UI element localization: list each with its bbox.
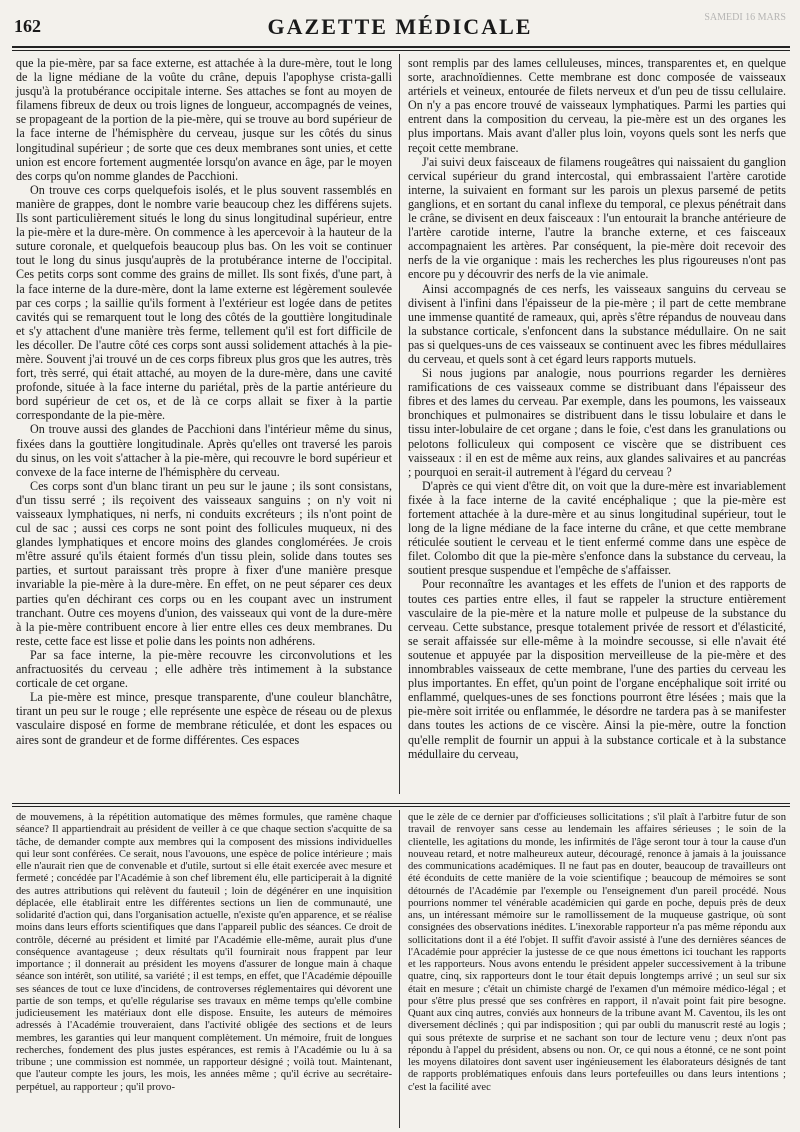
article-column-right xyxy=(408,56,786,761)
paragraph: On trouve aussi des glandes de Pacchioni dans l'intérieur même du sinus, fixées dans la gouttière longitudinale. Après qu'elles ont traversé les parois du sinus, on les voit s'attacher à la pie-mère, qui recouvre le bord supérieur et convexe de la face interne de l'hémisphère du cerveau. xyxy=(16,422,392,479)
paragraph: que le zèle de ce dernier par d'officieuses sollicitations ; s'il plaît à l'arbitre futur de son travail de renvoyer sans cesse au lendemain les affaires sérieuses ; le soin de la clientelle, les agitations du monde, les infirmités de l'âge seront tour à tour la cause d'un nouveau retard, et notre malheureux auteur, découragé, renonce à jamais à la jouissance des communications académiques. Il ne faut pas en douter, beaucoup de travailleurs ont été éconduits de cette manière de la voie scientifique ; beaucoup de mémoires se sont détournés de l'Académie par l'exemple ou l'enseignement d'un pareil procédé. Nous pourrions nommer tel vénérable académicien qui garde en poche, depuis près de deux ans, un intéressant mémoire sur le ramollissement de la muqueuse gastrique, où sont consignées des observations inédites. L'inexorable rapporteur n'a pas même répondu aux sollicitations dont il a été l'objet. Il suffit d'avoir assisté à l'une des dernières séances de l'Académie pour apprécier la justesse de ce que nous émettons ici touchant les rapports et les rapporteurs. Nous avons entendu le président appeler successivement à la tribune quatre, cinq, six rapporteurs dont le tour était depuis longtemps arrivé ; un seul sur six était en mesure ; c'était un chimiste chargé de l'examen d'un mémoire médico-légal ; et pour s'être plus pressé que ses confrères en rapport, il n'avait point fait pire besogne. Quant aux cinq autres, conviés aux honneurs de la tribune avant M. Caventou, ils les ont diversement déclinés ; qui par indisposition ; qui par oubli du manuscrit resté au logis ; qui sous prétexte de surprise et ne sachant son tour de lecture venu ; deux n'ont pas répondu à l'appel du président, absens ou non. Or, ce qui nous a étonné, ce ne sont point les moyens dilatoires dont savent user ingénieusement les élaborateurs désignés de tant de rapports problématiques enfouis dans leurs portefeuilles ou dans leurs intentions ; c'est la facilité avec xyxy=(408,812,786,1093)
paragraph: On trouve ces corps quelquefois isolés, et le plus souvent rassemblés en manière de grappes, dont le nombre varie beaucoup chez les différens sujets. Ils sont particulièrement situés le long du sinus longitudinal supérieur, entre la pie-mère et la dure-mère. On commence à les apercevoir à la hauteur de la suture coronale, et quelquefois beaucoup plus bas. On les voit se continuer tout le long du sinus jusqu'auprès de la protubérance interne de l'occipital. Ces petits corps sont comme des grains de millet. Ils sont fixés, d'une part, à la face interne de la dure-mère, dont la lame externe est légèrement soulevée par ces corps ; la saillie qu'ils forment à l'extérieur est logée dans de petites cavités qui se remarquent tout le long des côtés de la gouttière longitudinale et s'y attachent d'une manière très ferme, tellement qu'il est fort difficile de les décoller. De l'autre côté ces corps sont aussi solidement attachés à la pie-mère. Souvent j'ai trouvé un de ces corps fibreux plus gros que les autres, très fort, très serré, qui était attaché, au moyen de la dure-mère, dans une cavité profonde, située à la face interne du pariétal, près de la partie antérieure du bord supérieur de cet os, et de là ce corps allait se fixer à la partie correspondante de la pie-mère. xyxy=(16,182,392,423)
feuilleton-rule xyxy=(12,803,790,804)
paragraph: Ainsi accompagnés de ces nerfs, les vaisseaux sanguins du cerveau se divisent à l'infini dans l'épaisseur de la pie-mère ; il part de cette membrane une immense quantité de rameaux, qui, après s'être répandus de nouveau dans la substance corticale, s'enfoncent dans la substance médullaire. On ne sait pas si quelques-uns de ces vaisseaux se continuent avec les fibres médullaires du cerveau, et quels sont à cet égard leurs rapports mutuels. xyxy=(408,281,786,366)
paragraph: D'après ce qui vient d'être dit, on voit que la dure-mère est invariablement fixée à la face interne de la cavité encéphalique ; que la pie-mère est fortement attachée à la dure-mère et au sinus longitudinal supérieur, tout le long de la ligne médiane de la face interne du crâne, et que cette membrane réticulée soutient le cerveau et le tient enfermé comme dans une espèce de filet. Colombo dit que la pie-mère s'enfonce dans la substance du cerveau, la soutient presque suspendue et l'empêche de s'affaisser. xyxy=(408,478,786,578)
paragraph: que la pie-mère, par sa face externe, est attachée à la dure-mère, tout le long de la ligne médiane de la voûte du crâne, depuis l'apophyse crista-galli jusqu'à la protubérance occipitale interne. Ses attaches se font au moyen de filamens fibreux de deux ou trois lignes de longueur, accompagnés de veines, se propageant de la portion de la pie-mère, qui se trouve au bord supérieur de la face interne de l'hémisphère du cerveau, jusque sur les côtés du sinus longitudinal supérieur ; de sorte que ces deux membranes sont unies, et cette union est encore fortement augmentée lorsqu'on avance en âge, par le moyen des corps qu'on nomme glandes de Pacchioni. xyxy=(16,56,392,183)
newspaper-title: GAZETTE MÉDICALE xyxy=(267,14,533,39)
feuilleton-column-right xyxy=(408,812,786,1094)
header-rule-thin xyxy=(12,50,790,51)
feuilleton-rule-thin xyxy=(12,806,790,807)
paragraph: J'ai suivi deux faisceaux de filamens rougeâtres qui naissaient du ganglion cervical supérieur du grand intercostal, qui embrassaient l'artère carotide interne, la suivaient en formant sur les parois un plexus parsemé de petits ganglions, et en sortant du canal inflexe du temporal, ce plexus pénétrait dans le crâne, se divisent en deux faisceaux : l'un entourait la branche antérieure de l'artère carotide interne, l'autre la branche externe, et ces faisceaux accompagnaient les artères. Par conséquent, la pie-mère doit recevoir des nerfs de la vie organique : mais les recherches les plus rigoureuses n'ont pas encore pu y découvrir des nerfs de la vie animale. xyxy=(408,154,786,282)
paragraph: Par sa face interne, la pie-mère recouvre les circonvolutions et les anfractuosités du cerveau ; elle adhère très intimement à la substance corticale de cet organe. xyxy=(16,647,392,691)
paragraph: Pour reconnaître les avantages et les effets de l'union et des rapports de toutes ces parties entre elles, il faut se rappeler la structure entièrement vasculaire de la pie-mère et la nature molle et pulpeuse de la substance du cerveau. Cette substance, presque totalement privée de ressort et d'élasticité, se serait affaissée sur elle-même à la moindre secousse, si elle n'avait été soutenue et appuyée par la disposition merveilleuse de la pie-mère et des innombrables vaisseaux de cette membrane, l'une des parties du cerveau les plus importantes. En effet, qu'un point de l'organe encéphalique soit irrité ou enflammé, quelques-unes de ses fonctions pourront être lésées ; mais que la pie-mère soit irritée ou enflammée, le désordre ne tardera pas à se manifester dans toutes les actions de ce viscère. Ainsi la pie-mère, outre la fonction qu'elle remplit de fournir un appui à la substance corticale et à la substance médullaire du cerveau, xyxy=(408,577,786,761)
bleed-through-text: SAMEDI 16 MARS xyxy=(704,12,786,23)
page-header xyxy=(14,12,786,46)
article-column-left xyxy=(16,56,392,747)
feuilleton-column-left xyxy=(16,812,392,1094)
column-divider xyxy=(399,54,400,794)
paragraph: Si nous jugions par analogie, nous pourrions regarder les dernières ramifications de ces vaisseaux comme se distribuant dans l'épaisseur des fibres et des lames du cerveau. Par exemple, dans les poumons, les vaisseaux bronchiques et pulmonaires se distribuent dans le tissu lobulaire et dans le tissu inter-lobulaire de cet organe ; dans le foie, c'est dans les granulations ou pelotons folliculeux qui composent ce viscère que se distribuent ces vaisseaux : il en est de même aux reins, aux glandes salivaires et au pancréas ; pourquoi en serait-il autrement à l'égard du cerveau ? xyxy=(408,366,786,479)
paragraph: de mouvemens, à la répétition automatique des mêmes formules, que ramène chaque séance? Il appartiendrait au président de veiller à ce que chaque section s'acquitte de sa tâche, de demander compte aux membres qui la composent des missions individuelles qui leur sont conférées. Ce serait, nous l'avouons, une espèce de police intérieure ; mais elle n'aurait rien que de convenable et d'utile, surtout si elle était exercée avec mesure et fermeté ; concédée par l'Académie à son chef librement élu, elle participerait à la dignité des autres attributions qui relèvent du fauteuil ; loin de dégénérer en une inquisition déplacée, elle établirait entre les différentes sections un lien de communauté, une solidarité d'action qui, dans l'organisation actuelle, n'existe qu'en apparence, et se réalise moins dans leurs efforts scientifiques que dans l'appareil public des séances. Ce droit de contrôle, décerné au président et limité par l'Académie elle-même, aurait plus d'une conséquence avantageuse ; deux résultats qu'il fournirait nous frappent par leur importance ; il donnerait au président les moyens d'assurer de longue main à chaque séance son intérêt, son utilité, sa variété ; il est temps, en effet, que l'Académie dépouille ses séances de tout ce luxe d'incidens, de controverses réglementaires qui dévorent une partie de son temps, et qu'elle régularise ses travaux en même temps qu'elle combine judicieusement les matériaux dont elle dispose. Ensuite, les auteurs de mémoires adressés à l'Académie trouveraient, dans l'activité obligée des sections et de leurs membres, les garanties qui leur manquent complètement. Un mémoire, fruit de longues recherches, fondement des plus justes espérances, est remis à l'Académie ou lu à sa tribune ; une commission est nommée, un rapporteur désigné ; voilà tout. Maintenant, que l'auteur compte les jours, les mois, les années même ; qu'il écrive au secrétaire-perpétuel, au rapporteur ; qu'il provo- xyxy=(16,812,392,1093)
page-number: 162 xyxy=(14,16,41,36)
feuilleton-divider xyxy=(399,810,400,1128)
paragraph: sont remplis par des lames celluleuses, minces, transparentes et, en quelque sorte, arachnoïdiennes. Cette membrane est donc composée de vaisseaux artériels et veineux, entourée de filets nerveux et d'un peu de tissu cellulaire. On n'y a pas encore trouvé de vaisseaux lymphatiques. Parmi les parties qui entrent dans la composition du cerveau, la pie-mère est un des organes les plus importans. Mais avant d'aller plus loin, voyons quels sont les nerfs que reçoit cette membrane. xyxy=(408,56,786,155)
paragraph: Ces corps sont d'un blanc tirant un peu sur le jaune ; ils sont consistans, d'un tissu serré ; ils reçoivent des vaisseaux sanguins ; on n'y voit ni vaisseaux lymphatiques, ni nerfs, ni conduits excréteurs ; ils n'ont point de cul de sac ; aussi ces corps ne sont point des follicules muqueux, ni des glandes lymphatiques et encore moins des glandes conglomérées. Je crois m'être assuré qu'ils étaient formés d'un tissu plein, solide dans toutes ses parties, et surtout paraissant très propre à fixer d'une manière presque invariable la pie-mère à la dure-mère. En effet, on ne peut séparer ces deux parties qu'en déchirant ces corps ou en les coupant avec un instrument tranchant. Outre ces moyens d'union, des vaisseaux qui vont de la dure-mère à la pie-mère contribuent encore à lier entre elles ces deux membranes. Du reste, cette face est lisse et polie dans les points non adhérens. xyxy=(16,478,392,648)
paragraph: La pie-mère est mince, presque transparente, d'une couleur blanchâtre, tirant un peu sur le rouge ; elle représente une espèce de réseau ou de plexus vasculaire disposé en forme de membrane réticulée, et dont les espaces ou aires sont de grandeur et de forme différentes. Ces espaces xyxy=(16,690,392,747)
header-rule xyxy=(12,46,790,48)
